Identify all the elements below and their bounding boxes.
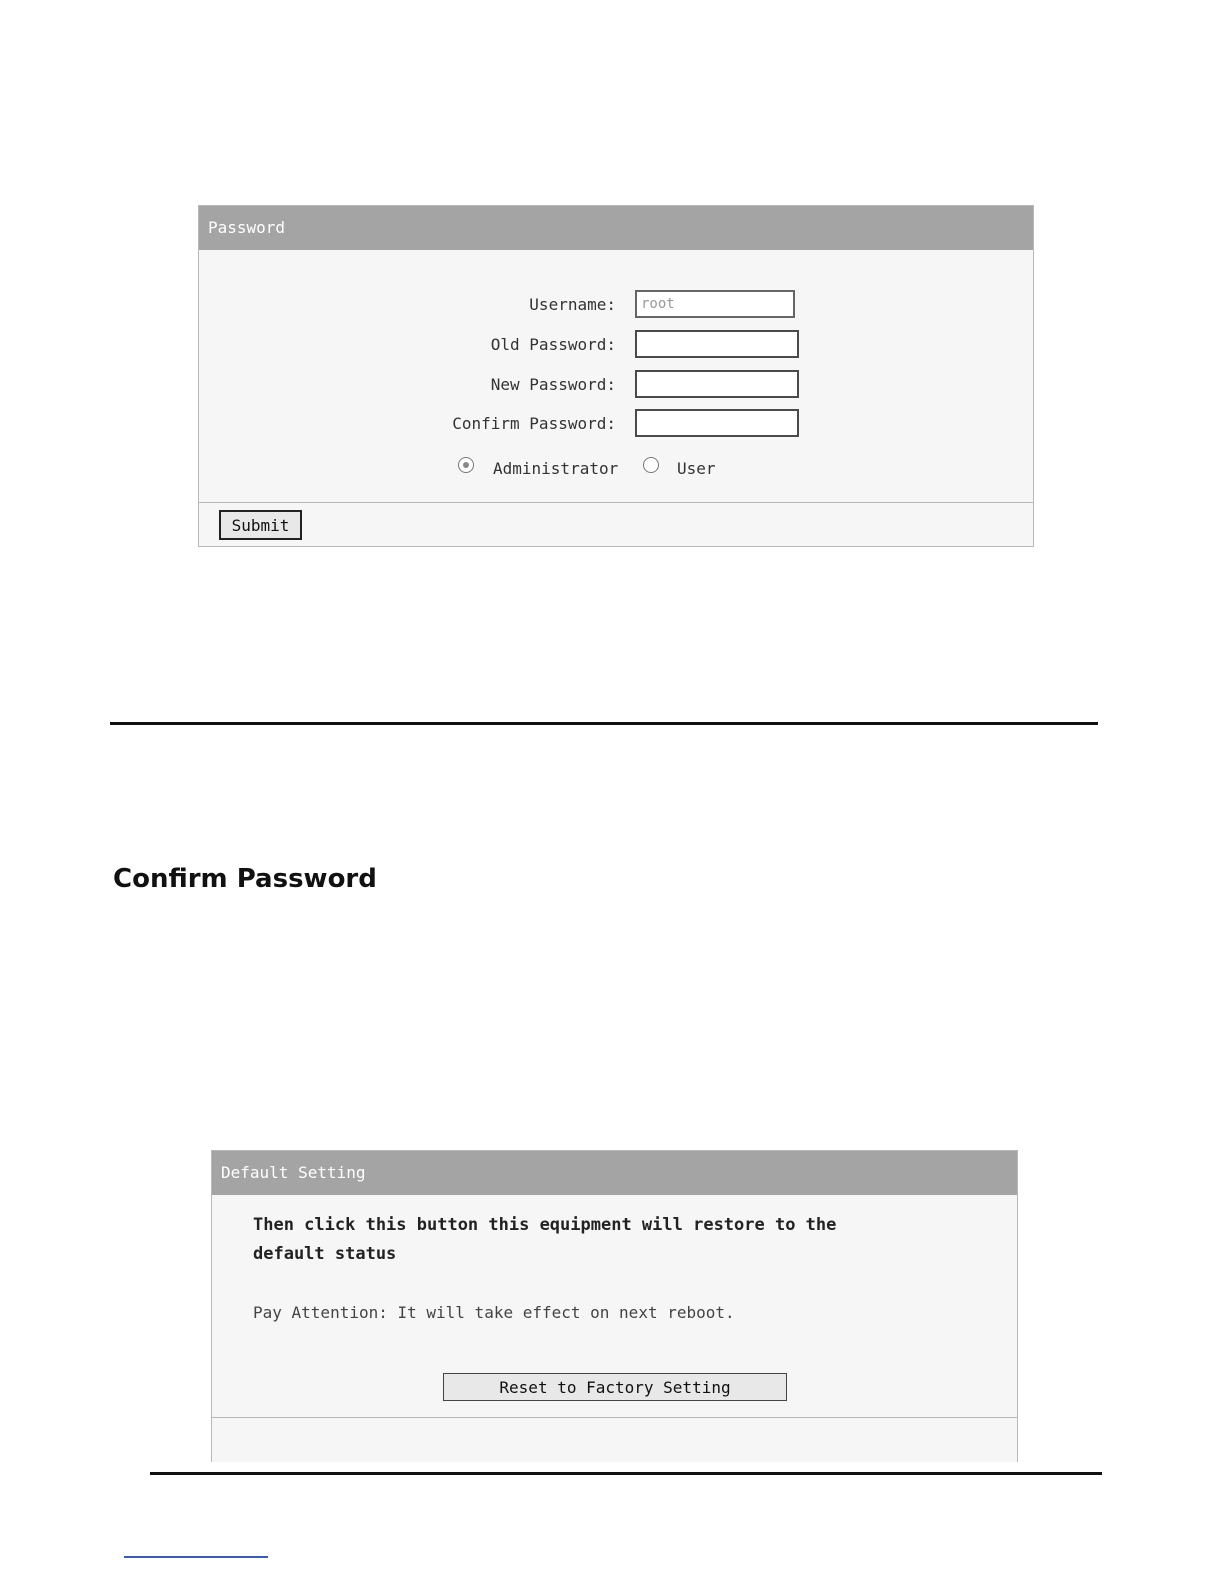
- password-panel-divider: [199, 502, 1033, 503]
- username-label: Username:: [529, 295, 616, 314]
- confirm-password-field[interactable]: [635, 409, 799, 437]
- default-panel-divider: [212, 1417, 1017, 1418]
- old-password-label: Old Password:: [490, 335, 616, 354]
- user-radio[interactable]: [643, 457, 659, 473]
- new-password-field[interactable]: [635, 370, 799, 398]
- confirm-password-label: Confirm Password:: [452, 414, 616, 433]
- section-heading: Confirm Password: [113, 864, 377, 894]
- attention-note: Pay Attention: It will take effect on next reboot.: [253, 1303, 735, 1322]
- footer-link-underline: [124, 1556, 268, 1558]
- default-setting-panel: [211, 1150, 1018, 1462]
- administrator-label: Administrator: [493, 459, 619, 478]
- username-input[interactable]: [635, 290, 795, 318]
- password-panel-title: Password: [199, 206, 1033, 250]
- submit-button[interactable]: Submit: [219, 510, 302, 540]
- restore-message-line2: default status: [253, 1244, 397, 1264]
- section-divider-top: [110, 722, 1098, 725]
- old-password-field[interactable]: [635, 330, 799, 358]
- user-label: User: [677, 459, 716, 478]
- restore-message-line1: Then click this button this equipment will restore to the: [253, 1215, 837, 1235]
- password-panel: [198, 205, 1034, 547]
- administrator-radio[interactable]: [458, 457, 474, 473]
- default-setting-title: Default Setting: [212, 1151, 1017, 1195]
- new-password-label: New Password:: [490, 375, 616, 394]
- reset-factory-button[interactable]: Reset to Factory Setting: [443, 1373, 787, 1401]
- section-divider-bottom: [150, 1472, 1102, 1475]
